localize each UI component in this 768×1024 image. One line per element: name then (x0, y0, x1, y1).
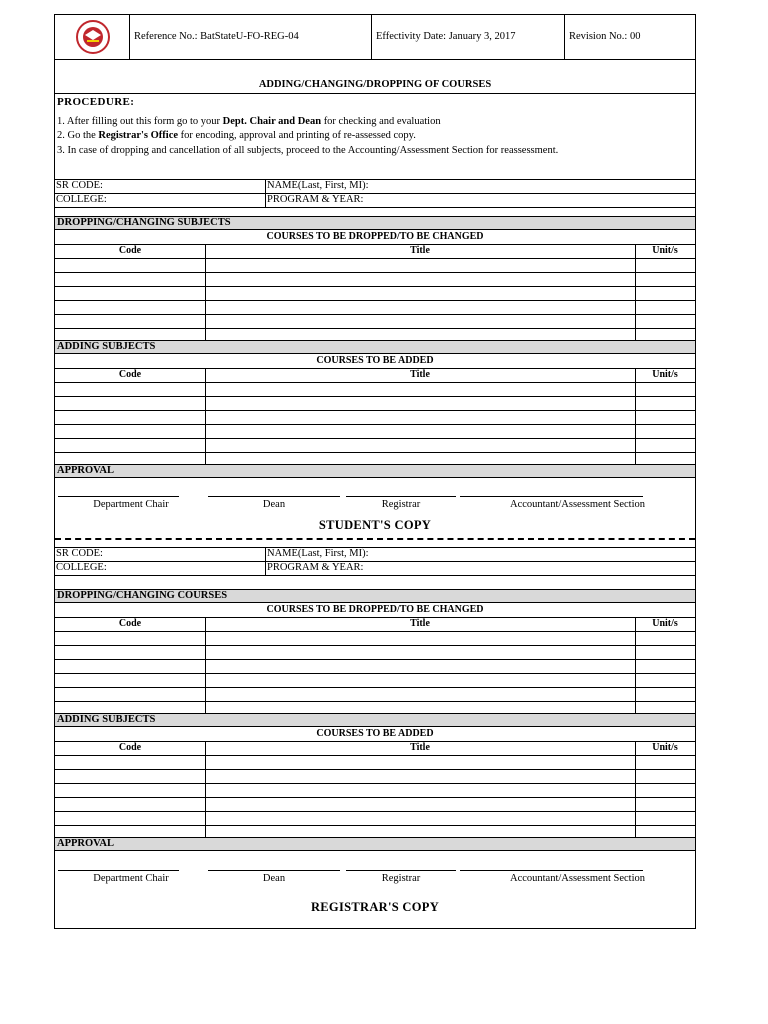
signature-line (460, 870, 643, 871)
college-label: COLLEGE: (56, 194, 107, 205)
reference-number: Reference No.: BatStateU-FO-REG-04 (130, 15, 372, 59)
logo-cell (55, 15, 130, 59)
accountant-signatory: Accountant/Assessment Section (509, 499, 646, 510)
dean-signatory: Dean (262, 873, 286, 884)
units-column-header: Unit/s (652, 618, 678, 629)
signature-line (58, 496, 179, 497)
signature-line (460, 496, 643, 497)
title-column-header: Title (410, 245, 430, 256)
registrars-copy-label: REGISTRAR'S COPY (310, 900, 440, 914)
code-column-header: Code (118, 618, 142, 629)
effectivity-date: Effectivity Date: January 3, 2017 (372, 15, 565, 59)
code-column-header: Code (118, 742, 142, 753)
registrar-signatory: Registrar (381, 873, 421, 884)
procedure-step-3: 3. In case of dropping and cancellation of all subjects, proceed to the Accounting/Assessment Section for reassessment. (57, 145, 559, 156)
adding-section-header: ADDING SUBJECTS (55, 340, 695, 354)
registrar-signatory: Registrar (381, 499, 421, 510)
title-column-header: Title (410, 369, 430, 380)
procedure-step-1: 1. After filling out this form go to your Dept. Chair and Dean for checking and evaluation (57, 116, 441, 127)
drop-caption: COURSES TO BE DROPPED/TO BE CHANGED (266, 231, 484, 242)
form-title: ADDING/CHANGING/DROPPING OF COURSES (258, 79, 492, 90)
code-column-header: Code (118, 245, 142, 256)
cut-line (55, 538, 695, 540)
program-year-label: PROGRAM & YEAR: (267, 562, 364, 573)
approval-section-header: APPROVAL (55, 464, 695, 478)
drop-caption: COURSES TO BE DROPPED/TO BE CHANGED (266, 604, 484, 615)
dept-chair-signatory: Department Chair (93, 499, 169, 510)
name-label: NAME(Last, First, MI): (267, 180, 369, 191)
units-column-header: Unit/s (652, 742, 678, 753)
signature-line (346, 496, 456, 497)
dept-chair-signatory: Department Chair (93, 873, 169, 884)
title-column-header: Title (410, 618, 430, 629)
program-year-label: PROGRAM & YEAR: (267, 194, 364, 205)
procedure-heading: PROCEDURE: (57, 96, 135, 108)
sr-code-label: SR CODE: (56, 180, 103, 191)
signature-line (208, 496, 340, 497)
title-column-header: Title (410, 742, 430, 753)
dropping-section-header: DROPPING/CHANGING SUBJECTS (55, 216, 695, 230)
add-caption: COURSES TO BE ADDED (316, 355, 434, 366)
college-label: COLLEGE: (56, 562, 107, 573)
adding-section-header: ADDING SUBJECTS (55, 713, 695, 727)
accountant-signatory: Accountant/Assessment Section (509, 873, 646, 884)
enrollment-change-form (54, 14, 696, 929)
units-column-header: Unit/s (652, 369, 678, 380)
sr-code-label: SR CODE: (56, 548, 103, 559)
dropping-section-header: DROPPING/CHANGING COURSES (55, 589, 695, 603)
signature-line (346, 870, 456, 871)
signature-line (58, 870, 179, 871)
approval-section-header: APPROVAL (55, 837, 695, 851)
procedure-step-2: 2. Go the Registrar's Office for encoding, approval and printing of re-assessed copy. (57, 130, 416, 141)
revision-number: Revision No.: 00 (569, 31, 641, 42)
university-seal-logo (63, 19, 123, 55)
students-copy-label: STUDENT'S COPY (318, 518, 432, 532)
name-label: NAME(Last, First, MI): (267, 548, 369, 559)
dean-signatory: Dean (262, 499, 286, 510)
code-column-header: Code (118, 369, 142, 380)
units-column-header: Unit/s (652, 245, 678, 256)
signature-line (208, 870, 340, 871)
add-caption: COURSES TO BE ADDED (316, 728, 434, 739)
